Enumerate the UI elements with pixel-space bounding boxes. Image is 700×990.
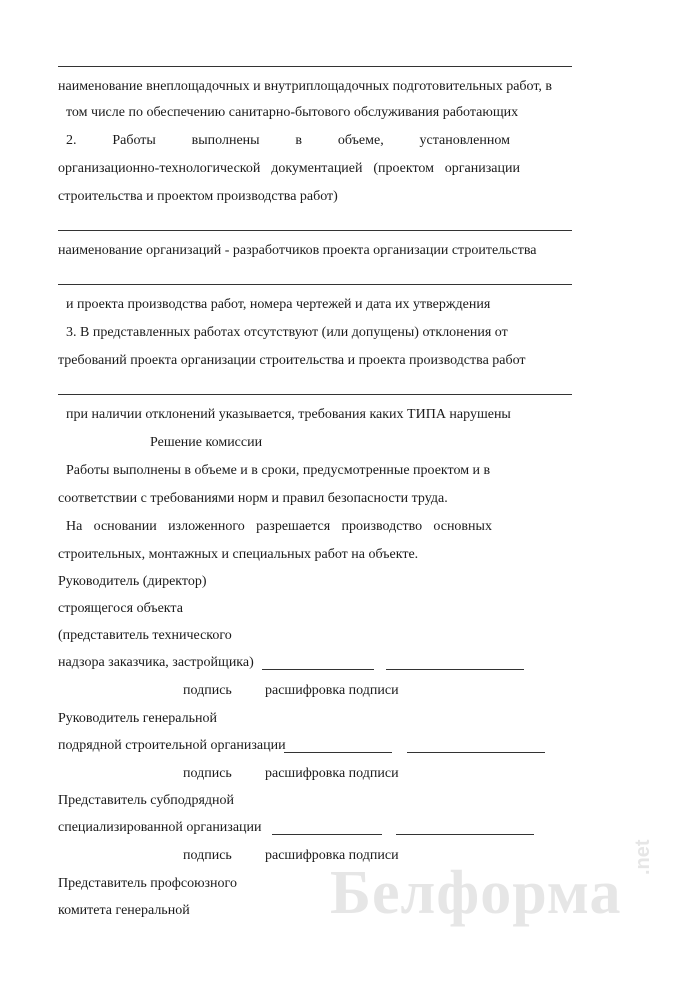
item2-word: документацией bbox=[271, 161, 363, 176]
director-decode-label: расшифровка подписи bbox=[265, 683, 399, 698]
org-caption: наименование организаций - разработчиков проекта организации строительства bbox=[58, 243, 537, 258]
item3-line1: 3. В представленных работах отсутствуют (или допущены) отклонения от bbox=[66, 325, 508, 340]
item2-word: (проектом bbox=[373, 161, 434, 176]
general-sign-label: подпись bbox=[183, 766, 232, 781]
general-signature-field[interactable] bbox=[284, 752, 392, 753]
union-title-2: комитета генеральной bbox=[58, 903, 190, 918]
decision-p2-line2: строительных, монтажных и специальных работ на объекте. bbox=[58, 547, 419, 562]
general-title-2: подрядной строительной организации bbox=[58, 738, 286, 753]
decision-word: На bbox=[66, 519, 83, 534]
item2-word: организации bbox=[444, 161, 520, 176]
item2-word: Работы bbox=[112, 133, 156, 148]
general-title-1: Руководитель генеральной bbox=[58, 711, 217, 726]
item2-word: объеме, bbox=[337, 133, 384, 148]
decision-p1-line1: Работы выполнены в объеме и в сроки, предусмотренные проектом и в bbox=[66, 463, 491, 478]
item2-line1 bbox=[66, 133, 510, 149]
sub-title-2: специализированной организации bbox=[58, 820, 262, 835]
blank-line-deviation bbox=[58, 394, 572, 395]
item2-word: организационно-технологической bbox=[58, 161, 261, 176]
item2-word: выполнены bbox=[191, 133, 260, 148]
decision-word: основных bbox=[433, 519, 492, 534]
item2-word: в bbox=[295, 133, 303, 148]
blank-line-org bbox=[58, 230, 572, 231]
decision-word: основании bbox=[93, 519, 157, 534]
item2-word: 2. bbox=[66, 133, 77, 148]
union-title-1: Представитель профсоюзного bbox=[58, 876, 237, 891]
decision-word: изложенного bbox=[168, 519, 245, 534]
sub-name-field[interactable] bbox=[396, 834, 534, 835]
watermark-suffix: .net bbox=[632, 839, 654, 875]
item3-line2: требований проекта организации строительства и проекта производства работ bbox=[58, 353, 526, 368]
project-caption: и проекта производства работ, номера чертежей и дата их утверждения bbox=[66, 297, 491, 312]
decision-heading: Решение комиссии bbox=[150, 435, 263, 450]
sub-signature-field[interactable] bbox=[272, 834, 382, 835]
item2-line3: строительства и проектом производства работ) bbox=[58, 189, 338, 204]
sub-decode-label: расшифровка подписи bbox=[265, 848, 399, 863]
decision-p2-line1 bbox=[66, 519, 492, 535]
item2-line2 bbox=[58, 161, 520, 177]
work-name-caption-2: том числе по обеспечению санитарно-бытового обслуживания работающих bbox=[66, 105, 519, 120]
decision-word: производство bbox=[341, 519, 423, 534]
director-title-3: (представитель технического bbox=[58, 628, 232, 643]
director-title-1: Руководитель (директор) bbox=[58, 574, 207, 589]
deviation-caption: при наличии отклонений указывается, требования каких ТИПА нарушены bbox=[66, 407, 511, 422]
director-name-field[interactable] bbox=[386, 669, 524, 670]
sub-title-1: Представитель субподрядной bbox=[58, 793, 235, 808]
blank-line-project bbox=[58, 284, 572, 285]
sub-sign-label: подпись bbox=[183, 848, 232, 863]
director-signature-field[interactable] bbox=[262, 669, 374, 670]
director-title-2: строящегося объекта bbox=[58, 601, 183, 616]
general-decode-label: расшифровка подписи bbox=[265, 766, 399, 781]
blank-line-work-name bbox=[58, 66, 572, 67]
decision-word: разрешается bbox=[256, 519, 331, 534]
general-name-field[interactable] bbox=[407, 752, 545, 753]
watermark-logo: Белформа bbox=[330, 859, 622, 927]
work-name-caption-1: наименование внеплощадочных и внутриплощадочных подготовительных работ, в bbox=[58, 79, 553, 94]
item2-word: установленном bbox=[419, 133, 510, 148]
director-sign-label: подпись bbox=[183, 683, 232, 698]
decision-p1-line2: соответствии с требованиями норм и правил безопасности труда. bbox=[58, 491, 448, 506]
director-title-4: надзора заказчика, застройщика) bbox=[58, 655, 254, 670]
